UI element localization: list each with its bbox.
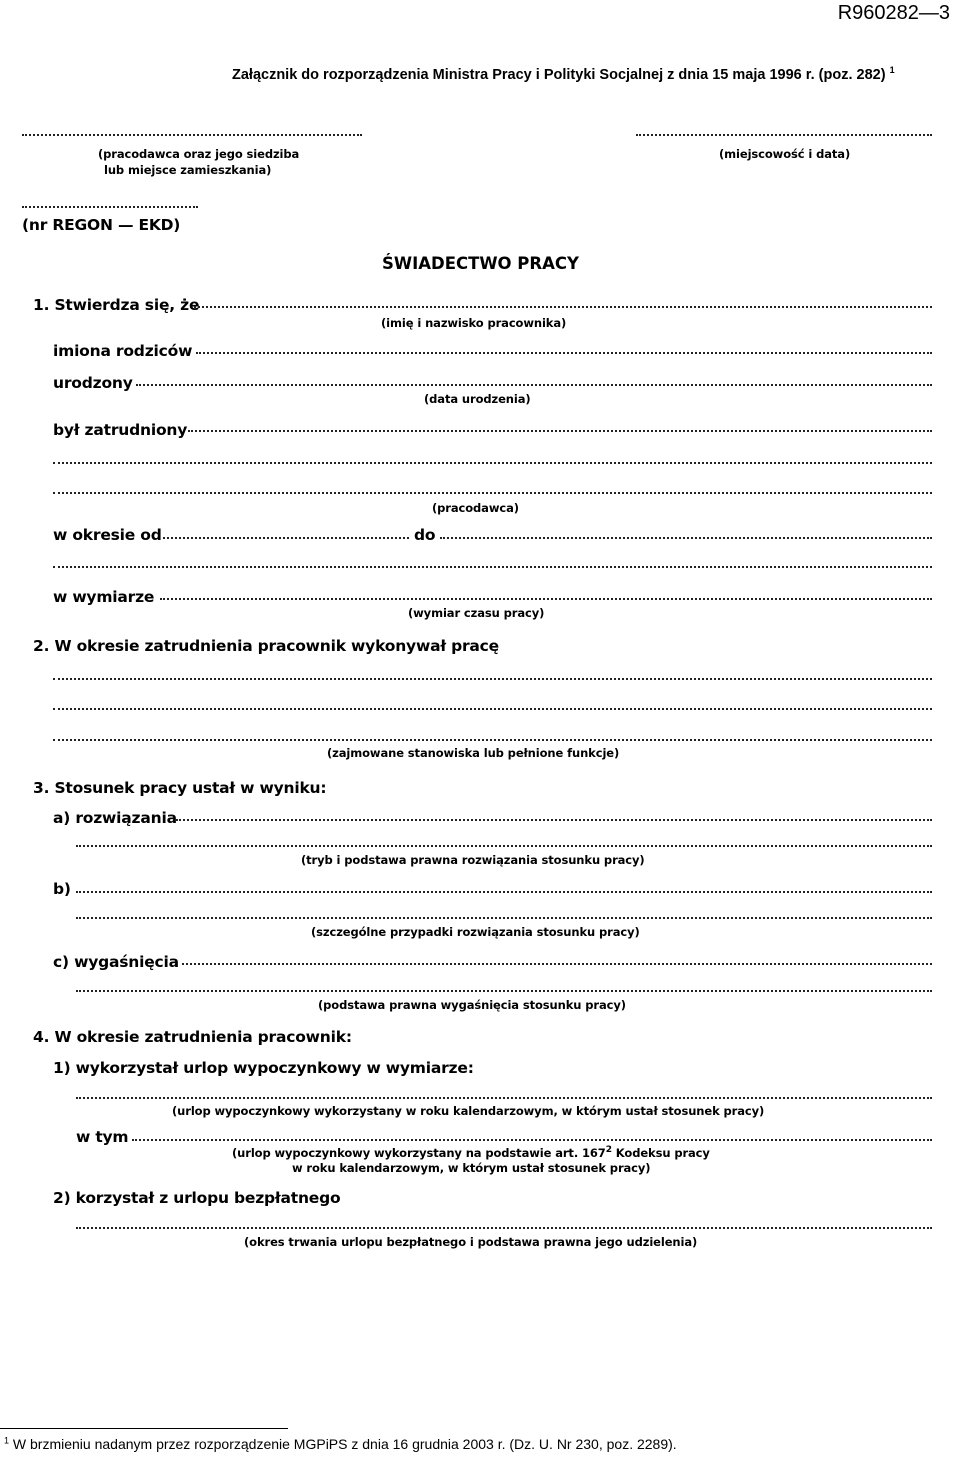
employer-line-3[interactable]: [53, 492, 932, 494]
employer-caption: (pracodawca): [432, 501, 519, 515]
header-text: Załącznik do rozporządzenia Ministra Pracy i Polityki Socjalnej z dnia 15 maja 1996 r. (poz. 282): [232, 67, 886, 83]
period-from-field[interactable]: [163, 537, 409, 539]
employee-name-caption: (imię i nazwisko pracownika): [381, 316, 567, 330]
page-code: R960282—3: [837, 2, 950, 24]
scope-field[interactable]: [160, 598, 932, 600]
employee-name-field[interactable]: [194, 306, 932, 308]
in-that-caption-2: w roku kalendarzowym, w którym ustał stosunek pracy): [292, 1161, 651, 1175]
in-that-field[interactable]: [132, 1139, 932, 1141]
section1-statement: 1. Stwierdza się, że: [33, 296, 200, 314]
position-caption: (zajmowane stanowiska lub pełnione funkcje): [327, 746, 620, 760]
expiry-line-2[interactable]: [76, 990, 932, 992]
termination-caption: (tryb i podstawa prawna rozwiązania stosunku pracy): [301, 853, 645, 867]
expiry-caption: (podstawa prawna wygaśnięcia stosunku pracy): [318, 998, 626, 1012]
in-that-label: w tym: [76, 1128, 129, 1146]
period-to-field[interactable]: [440, 537, 932, 539]
special-case-field[interactable]: [76, 891, 932, 893]
section3-heading: 3. Stosunek pracy ustał w wyniku:: [33, 779, 327, 797]
in-that-caption-sup: 2: [605, 1145, 612, 1156]
birth-date-field[interactable]: [136, 384, 932, 386]
employer-caption-2: lub miejsce zamieszkania): [104, 163, 272, 177]
in-that-caption-a: (urlop wypoczynkowy wykorzystany na podstawie art. 167: [232, 1146, 606, 1160]
period-to-label: do: [414, 526, 436, 544]
header-note: [232, 67, 895, 83]
position-line-3[interactable]: [53, 739, 932, 741]
period-extra-line[interactable]: [53, 566, 932, 568]
scope-caption: (wymiar czasu pracy): [408, 606, 545, 620]
footnote-marker: 1: [4, 1435, 10, 1446]
born-label: urodzony: [53, 374, 133, 392]
place-date-caption: (miejscowość i data): [719, 147, 851, 161]
scope-label: w wymiarze: [53, 588, 155, 606]
document-title: ŚWIADECTWO PRACY: [382, 254, 579, 273]
employer-line-1[interactable]: [188, 430, 932, 432]
unpaid-leave-caption: (okres trwania urlopu bezpłatnego i podstawa prawna jego udzielenia): [244, 1235, 698, 1249]
employer-caption-1: (pracodawca oraz jego siedziba: [98, 147, 300, 161]
parents-label: imiona rodziców: [53, 342, 193, 360]
termination-field[interactable]: [176, 819, 932, 821]
expiry-label: c) wygaśnięcia: [53, 953, 179, 971]
section4-heading: 4. W okresie zatrudnienia pracownik:: [33, 1028, 352, 1046]
special-case-line-2[interactable]: [76, 917, 932, 919]
in-that-caption-b: Kodeksu pracy: [611, 1146, 710, 1160]
leave-item-1: 1) wykorzystał urlop wypoczynkowy w wymiarze:: [53, 1059, 474, 1077]
in-that-caption-1: [232, 1146, 710, 1160]
section2-heading: 2. W okresie zatrudnienia pracownik wykonywał pracę: [33, 637, 499, 655]
position-line-2[interactable]: [53, 708, 932, 710]
special-case-caption: (szczególne przypadki rozwiązania stosunku pracy): [311, 925, 640, 939]
employed-label: był zatrudniony: [53, 421, 188, 439]
birth-date-caption: (data urodzenia): [424, 392, 531, 406]
termination-label: a) rozwiązania: [53, 809, 177, 827]
employer-field[interactable]: [22, 134, 362, 136]
footnote-text: W brzmieniu nadanym przez rozporządzenie MGPiPS z dnia 16 grudnia 2003 r. (Dz. U. Nr 230, poz. 2289).: [12, 1436, 677, 1452]
period-from-label: w okresie od: [53, 526, 162, 544]
position-line-1[interactable]: [53, 678, 932, 680]
footnote-divider: [0, 1428, 288, 1429]
footnote: [4, 1436, 677, 1452]
leave-caption: (urlop wypoczynkowy wykorzystany w roku kalendarzowym, w którym ustał stosunek pracy): [172, 1104, 765, 1118]
special-case-label: b): [53, 880, 71, 898]
parents-field[interactable]: [196, 352, 932, 354]
employer-line-2[interactable]: [53, 462, 932, 464]
termination-line-2[interactable]: [76, 845, 932, 847]
header-footnote-ref: 1: [889, 65, 895, 76]
expiry-field[interactable]: [182, 963, 932, 965]
unpaid-leave-field[interactable]: [76, 1227, 932, 1229]
leave-item-2: 2) korzystał z urlopu bezpłatnego: [53, 1189, 341, 1207]
place-date-field[interactable]: [636, 134, 932, 136]
regon-field[interactable]: [22, 206, 198, 208]
leave-field[interactable]: [76, 1097, 932, 1099]
regon-label: (nr REGON — EKD): [22, 216, 181, 234]
